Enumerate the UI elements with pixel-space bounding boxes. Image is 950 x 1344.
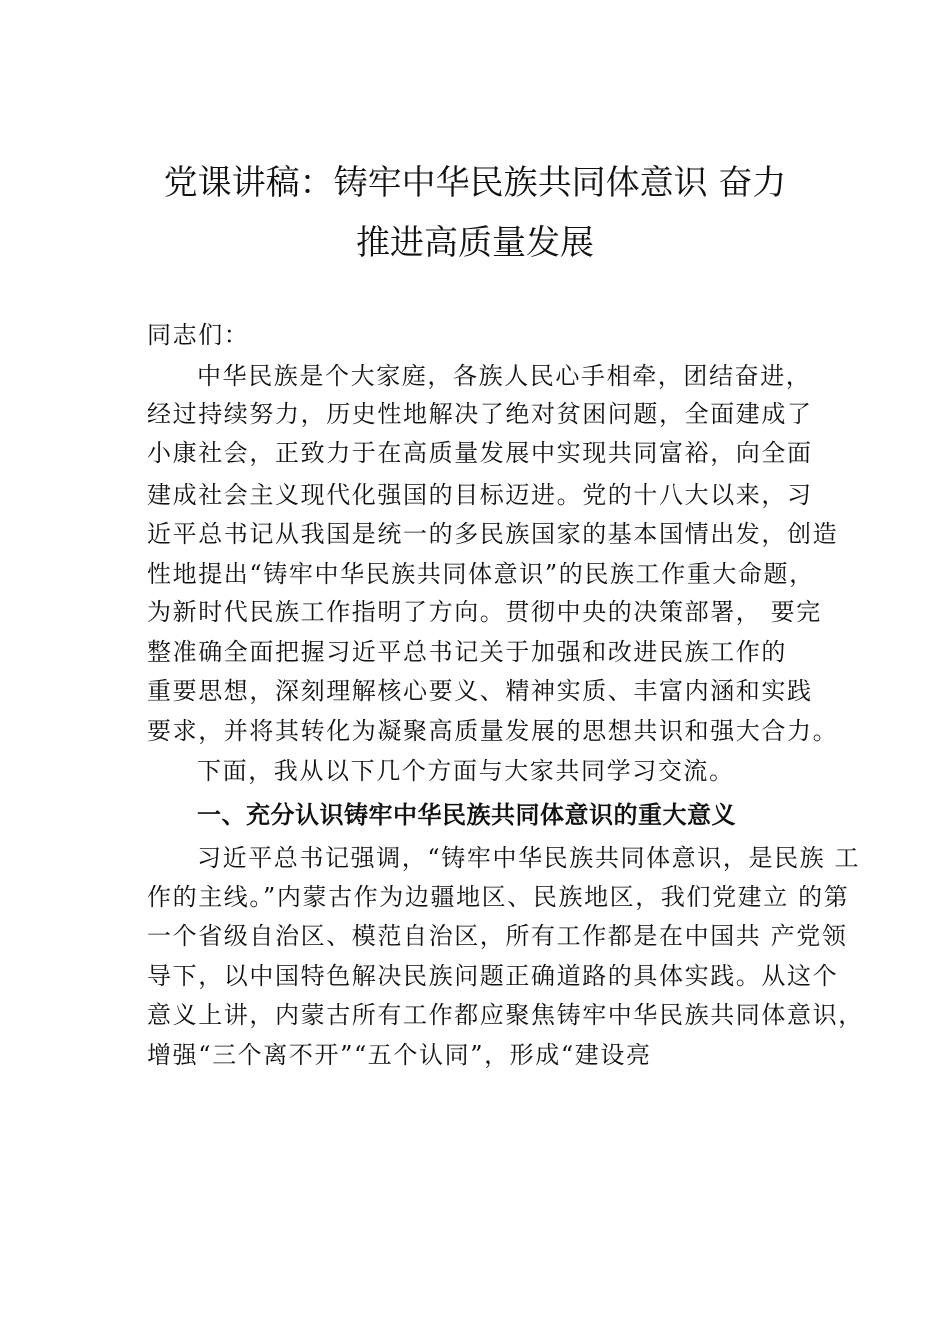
paragraph-line: 导下，以中国特色解决民族问题正确道路的具体实践。从这个 <box>147 962 839 990</box>
paragraph-line: 要求，并将其转化为凝聚高质量发展的思想共识和强大合力。 <box>147 717 839 745</box>
paragraph-line: 习近平总书记强调，“铸牢中华民族共同体意识，是民族 工 <box>197 844 861 872</box>
paragraph-line: 建成社会主义现代化强国的目标迈进。党的十八大以来，习 <box>147 481 813 509</box>
paragraph-line: 小康社会，正致力于在高质量发展中实现共同富裕，向全面 <box>147 439 813 467</box>
document-title-line-2: 推进高质量发展 <box>356 223 594 263</box>
document-title-line-1: 党课讲稿：铸牢中华民族共同体意识 奋力 <box>163 163 787 203</box>
paragraph-line: 中华民族是个大家庭，各族人民心手相牵，团结奋进， <box>197 362 812 390</box>
paragraph-line: 作的主线。”内蒙古作为边疆地区、民族地区，我们党建立 的第 <box>147 883 850 911</box>
paragraph-line: 为新时代民族工作指明了方向。贯彻中央的决策部署， 要完 <box>147 598 822 626</box>
paragraph-line: 整准确全面把握习近平总书记关于加强和改进民族工作的 <box>147 638 787 666</box>
paragraph-line: 一个省级自治区、模范自治区，所有工作都是在中国共 产党领 <box>147 922 848 950</box>
paragraph-line: 近平总书记从我国是统一的多民族国家的基本国情出发，创造 <box>147 520 839 548</box>
paragraph-line: 性地提出“铸牢中华民族共同体意识”的民族工作重大命题， <box>147 560 815 588</box>
paragraph-2: 下面，我从以下几个方面与大家共同学习交流。 <box>197 757 735 785</box>
section-1-heading: 一、充分认识铸牢中华民族共同体意识的重大意义 <box>197 801 736 829</box>
salutation: 同志们： <box>147 321 250 349</box>
paragraph-line: 意义上讲，内蒙古所有工作都应聚焦铸牢中华民族共同体意识， <box>147 1001 864 1029</box>
paragraph-line: 增强“三个离不开”“五个认同”，形成“建设亮 <box>147 1041 652 1069</box>
paragraph-line: 重要思想，深刻理解核心要义、精神实质、丰富内涵和实践 <box>147 677 813 705</box>
paragraph-line: 经过持续努力，历史性地解决了绝对贫困问题，全面建成了 <box>147 400 813 428</box>
